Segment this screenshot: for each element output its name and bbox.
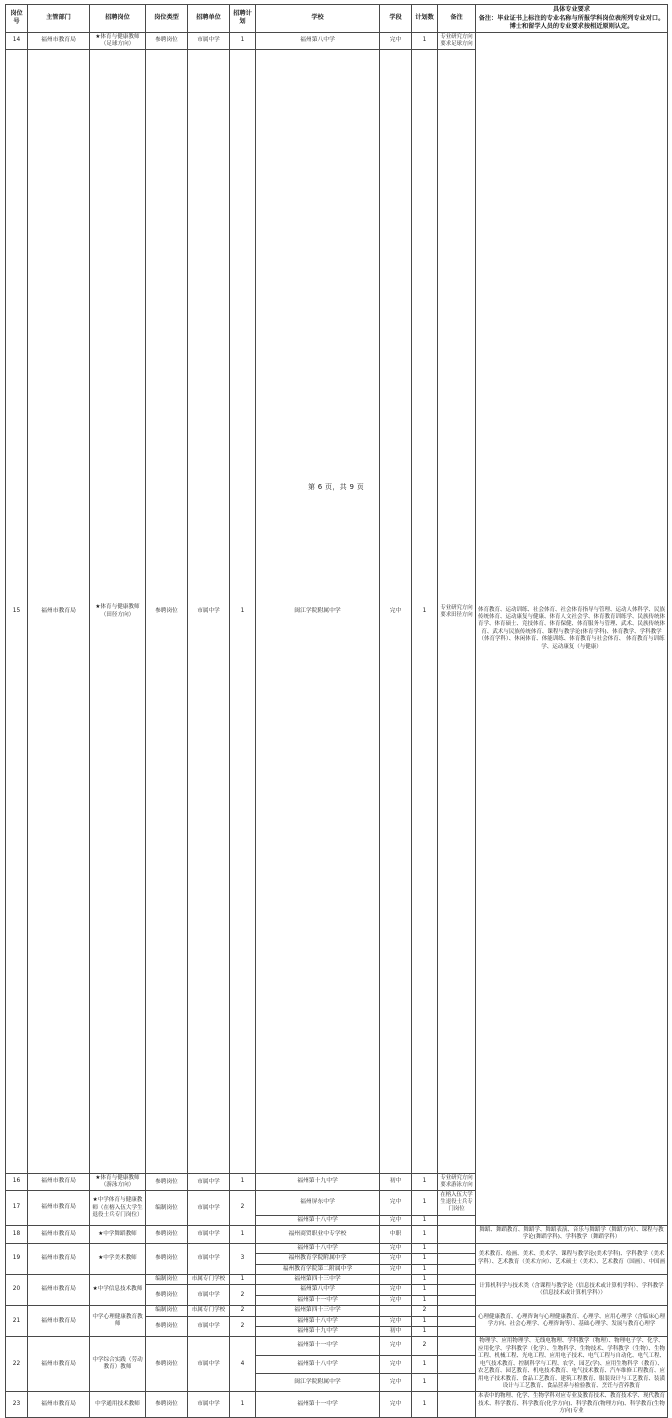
table-row <box>6 1337 668 1355</box>
cell-post-type: 编制岗位 <box>146 1306 188 1316</box>
page-footer: 第 6 页，共 9 页 <box>307 483 365 491</box>
cell-post: 中学心理健康教育教师 <box>90 1306 146 1337</box>
cell-department: 福州市教育局 <box>28 1392 90 1417</box>
cell-count: 2 <box>412 1337 438 1355</box>
cell-count: 1 <box>412 50 438 1174</box>
cell-remark <box>438 1295 476 1305</box>
cell-remark <box>438 1243 476 1253</box>
cell-department: 福州市教育局 <box>28 50 90 1174</box>
cell-stage: 初中 <box>380 1173 412 1191</box>
table-row <box>6 1274 668 1284</box>
cell-remark <box>438 1215 476 1225</box>
cell-stage: 完中 <box>380 1337 412 1355</box>
cell-school: 福州商贸职业中专学校 <box>256 1225 380 1243</box>
cell-school: 福州第十八中学 <box>256 1316 380 1326</box>
header-specialty-note: 备注：毕业证书上标注的专业名称与所报学科岗位表所列专业对口。博士和留学人员的专业要求按相近原则认定。 <box>478 14 665 30</box>
cell-count: 1 <box>412 1225 438 1243</box>
cell-school: 福州教育学院第二附属中学 <box>256 1264 380 1274</box>
cell-remark <box>438 1374 476 1392</box>
cell-department: 福州市教育局 <box>28 1225 90 1243</box>
cell-department: 福州市教育局 <box>28 1337 90 1392</box>
cell-count: 1 <box>412 1274 438 1284</box>
cell-plan: 1 <box>230 1274 256 1284</box>
cell-school: 福州第八中学 <box>256 32 380 50</box>
cell-plan: 1 <box>230 1173 256 1191</box>
cell-post: ★中学美术教师 <box>90 1243 146 1274</box>
cell-count: 2 <box>412 1306 438 1316</box>
cell-index: 21 <box>6 1306 28 1337</box>
cell-remark: 在榕入伍大学生退役士兵专门岗位 <box>438 1191 476 1215</box>
cell-remark <box>438 1225 476 1243</box>
cell-school: 福州第十一中学 <box>256 1392 380 1417</box>
cell-stage: 完中 <box>380 1355 412 1373</box>
cell-post: ★中学舞蹈教师 <box>90 1225 146 1243</box>
table-row <box>6 1392 668 1417</box>
cell-stage: 完中 <box>380 1285 412 1295</box>
cell-count: 1 <box>412 1295 438 1305</box>
cell-department: 福州市教育局 <box>28 32 90 50</box>
cell-post-type: 编制岗位 <box>146 1274 188 1284</box>
cell-unit: 市属中学 <box>188 1173 230 1191</box>
cell-department: 福州市教育局 <box>28 1243 90 1274</box>
cell-stage: 完中 <box>380 1316 412 1326</box>
header-remark: 备注 <box>438 5 476 33</box>
header-index: 岗位号 <box>6 5 28 33</box>
cell-department: 福州市教育局 <box>28 1173 90 1191</box>
cell-post: ★体育与健康教师（游泳方向） <box>90 1173 146 1191</box>
cell-index: 18 <box>6 1225 28 1243</box>
cell-remark: 专业研究方向要求田径方向 <box>438 50 476 1174</box>
table-body <box>6 32 668 1417</box>
cell-remark <box>438 1327 476 1337</box>
cell-count: 1 <box>412 1264 438 1274</box>
cell-stage <box>380 1306 412 1316</box>
cell-stage: 中职 <box>380 1225 412 1243</box>
cell-plan: 2 <box>230 1306 256 1316</box>
cell-count: 1 <box>412 1191 438 1215</box>
cell-post-type: 参聘岗位 <box>146 1225 188 1243</box>
cell-school: 福州第十八中学 <box>256 1215 380 1225</box>
cell-count: 1 <box>412 1173 438 1191</box>
cell-school: 福州第十九中学 <box>256 1327 380 1337</box>
cell-index: 15 <box>6 50 28 1174</box>
cell-stage <box>380 1274 412 1284</box>
cell-post-type: 参聘岗位 <box>146 1316 188 1337</box>
cell-index: 20 <box>6 1274 28 1305</box>
cell-stage: 初中 <box>380 1327 412 1337</box>
cell-index: 14 <box>6 32 28 50</box>
cell-unit: 市属中学 <box>188 1225 230 1243</box>
cell-school: 闽江学院附属中学 <box>256 1374 380 1392</box>
cell-plan: 2 <box>230 1316 256 1337</box>
cell-post: ★体育与健康教师（足球方向） <box>90 32 146 50</box>
cell-remark <box>438 1285 476 1295</box>
cell-stage: 完中 <box>380 1215 412 1225</box>
cell-specialty: 物理学、应用物理学、无线电物理、学科教学（物理）、物理电子学、化学、应用化学、学科教学（化学）、生物科学、生物技术、学科教学（生物）、生物工程、机械工程、光电工程、应用电子技术、电气工程与自动化、电气工程、电气技术教育、控制科学与工程、农学、园艺(学)、应用生物科学（教育）、农艺教育、园艺教育、机电技术教育、电气技术教育、汽车维修工程教育、应用电子技术教育、食品工艺教育、建筑工程教育、服装设计与工艺教育、装潢设计与工艺教育、食品营养与检验教育、烹饪与营养教育 <box>476 1337 668 1392</box>
cell-department: 福州市教育局 <box>28 1306 90 1337</box>
header-stage: 学段 <box>380 5 412 33</box>
cell-count: 1 <box>412 1316 438 1326</box>
cell-plan: 1 <box>230 32 256 50</box>
cell-unit: 市属中学 <box>188 32 230 50</box>
cell-index: 22 <box>6 1337 28 1392</box>
cell-post: 中学综合实践（劳动教育）教师 <box>90 1337 146 1392</box>
cell-plan: 1 <box>230 1225 256 1243</box>
cell-stage: 完中 <box>380 1191 412 1215</box>
cell-post-type: 参聘岗位 <box>146 32 188 50</box>
cell-school: 福州第四十三中学 <box>256 1274 380 1284</box>
header-specialty-title: 具体专业要求 <box>552 6 591 13</box>
cell-stage: 完中 <box>380 1254 412 1264</box>
cell-unit: 市属中学 <box>188 1392 230 1417</box>
cell-unit: 市属中学 <box>188 1285 230 1306</box>
header-plan: 招聘计划 <box>230 5 256 33</box>
cell-post: ★中学体育与健康教师（在榕入伍大学生退役士兵专门岗位） <box>90 1191 146 1225</box>
cell-specialty: 美术教育、绘画、美术、美术学、课程与教学论(美术学科)、学科教学（美术学科）、艺术教育（美术方向）、艺术硕士（美术）、艺术教育（国画）、中国画 <box>476 1243 668 1274</box>
cell-remark <box>438 1392 476 1417</box>
cell-stage: 完中 <box>380 1243 412 1253</box>
cell-count: 1 <box>412 1355 438 1373</box>
cell-count: 1 <box>412 1254 438 1264</box>
cell-index: 23 <box>6 1392 28 1417</box>
cell-count: 1 <box>412 1374 438 1392</box>
cell-post-type: 参聘岗位 <box>146 1392 188 1417</box>
cell-post-type: 参聘岗位 <box>146 50 188 1174</box>
cell-specialty: 舞蹈、舞蹈教育、舞蹈学、舞蹈表演、音乐与舞蹈学（舞蹈方向）、课程与教学论(舞蹈学科)、学科教学（舞蹈学科） <box>476 1225 668 1243</box>
header-unit: 招聘单位 <box>188 5 230 33</box>
cell-school: 福州第十八中学 <box>256 1355 380 1373</box>
cell-unit: 市属专门学校 <box>188 1306 230 1316</box>
cell-unit: 市属中学 <box>188 50 230 1174</box>
cell-count: 1 <box>412 1243 438 1253</box>
cell-stage: 完中 <box>380 1295 412 1305</box>
cell-remark <box>438 1316 476 1326</box>
cell-post-type: 参聘岗位 <box>146 1243 188 1274</box>
cell-stage: 完中 <box>380 50 412 1174</box>
header-school: 学校 <box>256 5 380 33</box>
cell-school: 福州第八中学 <box>256 1285 380 1295</box>
table-row <box>6 1243 668 1253</box>
cell-remark <box>438 1355 476 1373</box>
cell-specialty: 体育教育、运动训练、社会体育、社会体育指导与管理、运动人体科学、民族传统体育、运动康复与健康、体育人文社会学、体育教育训练学、民族传统体育学、体育硕士、竞技体育、体育保健、体育服务与管理、武术、民族传统体育、武术与民族传统体育、课程与教学论(体育学科)、体育教学、学科教学（体育学科）、休闲体育、体能训练、体育教育与社会体育、 体育教育与训练学、运动康复（与健康） <box>476 32 668 1225</box>
cell-count: 1 <box>412 1392 438 1417</box>
cell-department: 福州市教育局 <box>28 1274 90 1305</box>
cell-remark <box>438 1306 476 1316</box>
header-post-type: 岗位类型 <box>146 5 188 33</box>
cell-stage: 完中 <box>380 1392 412 1417</box>
cell-school: 福州教育学院附属中学 <box>256 1254 380 1264</box>
recruitment-table <box>5 4 668 1418</box>
table-row <box>6 32 668 50</box>
cell-school: 福州屏东中学 <box>256 1191 380 1215</box>
cell-unit: 市属中学 <box>188 1243 230 1274</box>
cell-school: 福州第四十三中学 <box>256 1306 380 1316</box>
cell-remark <box>438 1274 476 1284</box>
cell-remark <box>438 1337 476 1355</box>
cell-post-type: 参聘岗位 <box>146 1173 188 1191</box>
cell-plan: 1 <box>230 50 256 1174</box>
table-row <box>6 1306 668 1316</box>
cell-school: 福州第十九中学 <box>256 1173 380 1191</box>
cell-stage: 完中 <box>380 32 412 50</box>
cell-unit: 市属专门学校 <box>188 1274 230 1284</box>
table-row <box>6 1225 668 1243</box>
cell-count: 1 <box>412 1215 438 1225</box>
cell-count: 1 <box>412 1327 438 1337</box>
cell-school: 福州第十一中学 <box>256 1337 380 1355</box>
header-count: 计划数 <box>412 5 438 33</box>
cell-plan: 1 <box>230 1392 256 1417</box>
cell-school: 福州第十一中学 <box>256 1295 380 1305</box>
cell-index: 19 <box>6 1243 28 1274</box>
cell-specialty: 心理健康教育、心理咨询与心理健康教育、心理学、应用心理学（含临床心理学方向、社会心理学、心理咨询等）、基础心理学、发展与教育心理学 <box>476 1306 668 1337</box>
cell-count: 1 <box>412 1285 438 1295</box>
cell-remark: 专业研究方向要求游泳方向 <box>438 1173 476 1191</box>
cell-post: ★体育与健康教师（田径方向） <box>90 50 146 1174</box>
cell-specialty: 计算机科学与技术类（含课程与教学论（信息技术或计算机学科）、学科教学（信息技术或计算机学科）） <box>476 1274 668 1305</box>
header-post: 招聘岗位 <box>90 5 146 33</box>
cell-index: 17 <box>6 1191 28 1225</box>
cell-stage: 完中 <box>380 1374 412 1392</box>
table-header-row <box>6 5 668 33</box>
table-header <box>6 5 668 33</box>
cell-unit: 市属中学 <box>188 1191 230 1225</box>
cell-plan: 2 <box>230 1191 256 1225</box>
cell-post-type: 参聘岗位 <box>146 1285 188 1306</box>
cell-remark <box>438 1254 476 1264</box>
cell-unit: 市属中学 <box>188 1316 230 1337</box>
cell-school: 闽江学院附属中学 <box>256 50 380 1174</box>
cell-post-type: 参聘岗位 <box>146 1337 188 1392</box>
cell-plan: 2 <box>230 1285 256 1306</box>
cell-index: 16 <box>6 1173 28 1191</box>
cell-count: 1 <box>412 32 438 50</box>
cell-remark <box>438 1264 476 1274</box>
cell-specialty: 本表中的物理、化学、生物学科对应专业及教育技术、教育技术学、现代教育技术、科学教育、科学教育(化学方向)、科学教育(物理方向)、科学教育(生物方向)专业 <box>476 1392 668 1417</box>
cell-plan: 4 <box>230 1337 256 1392</box>
cell-post-type: 编制岗位 <box>146 1191 188 1225</box>
header-department: 主管部门 <box>28 5 90 33</box>
cell-unit: 市属中学 <box>188 1337 230 1392</box>
header-specialty <box>476 5 668 33</box>
cell-department: 福州市教育局 <box>28 1191 90 1225</box>
cell-plan: 3 <box>230 1243 256 1274</box>
cell-remark: 专业研究方向要求足球方向 <box>438 32 476 50</box>
cell-stage: 完中 <box>380 1264 412 1274</box>
cell-school: 福州第十八中学 <box>256 1243 380 1253</box>
cell-post: 中学通用技术教师 <box>90 1392 146 1417</box>
cell-post: ★中学信息技术教师 <box>90 1274 146 1305</box>
